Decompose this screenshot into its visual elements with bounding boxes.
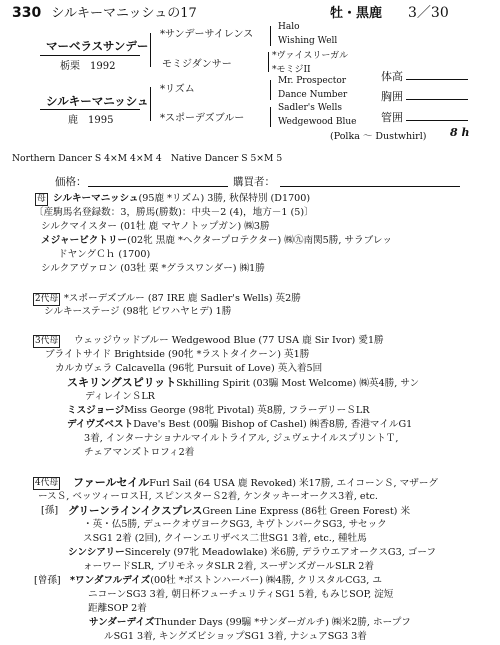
buyer-field[interactable] bbox=[280, 186, 460, 187]
gen3-line-5: ディレインＳLR bbox=[85, 391, 155, 402]
dam-foal-2-name: メジャービクトリー bbox=[41, 235, 128, 246]
gen4-line-1-text: Furl Sail (64 USA 鹿 Revoked) 米17勝, エイコーンＳ, マザーグ bbox=[149, 478, 439, 489]
gen4-line-11 bbox=[89, 617, 411, 629]
sire-sire: *サンデーサイレンス bbox=[160, 29, 254, 40]
ped-sadlers-wells: Sadler's Wells bbox=[278, 103, 342, 113]
gen4-line-10: 距離SOP 2着 bbox=[88, 603, 147, 614]
greatgrandchild-label: [曾孫] bbox=[34, 575, 61, 586]
dam-progeny-summary: 〔産駒馬名登録数：3，勝馬(勝数)：中央－2 (4)，地方－1 (5)〕 bbox=[34, 207, 314, 218]
ped-mr-prospector: Mr. Prospector bbox=[278, 76, 347, 86]
gen4-line-6-name: シンシアリー bbox=[68, 547, 125, 558]
dam-record-text: (95鹿 *リズム) 3勝, 秋保特別 (D1700) bbox=[138, 193, 311, 204]
gen4-line-8-name: *ワンダフルデイズ bbox=[70, 575, 151, 586]
dam-info: 鹿 1995 bbox=[68, 115, 114, 126]
gen4-line-12: ルSG1 3着, キングズビショップSG1 3着, ナシュアSG3 3着 bbox=[104, 631, 367, 642]
gen3-line-6 bbox=[67, 405, 369, 417]
gen3-label: 3代母 bbox=[35, 336, 59, 346]
gen4-line-1 bbox=[73, 477, 438, 490]
height-label: 体高 bbox=[381, 70, 403, 83]
gen3-line-9: チェアマンズトロフィ2着 bbox=[84, 447, 195, 458]
family-number: 8 h bbox=[450, 126, 470, 139]
gen4-line-6 bbox=[68, 547, 436, 559]
price-field[interactable] bbox=[88, 186, 228, 187]
sex-color: 牡・黒鹿 bbox=[330, 6, 383, 21]
gen3-line-6-text: Miss George (98牝 Pivotal) 英8勝, フラーデリーＳLR bbox=[124, 405, 370, 416]
gen3-line-4-name: スキリングスピリット bbox=[67, 376, 177, 389]
gen4-line-11-text: Thunder Days (99騸 *サンダーガルチ) ㈱米2勝, ホープフ bbox=[154, 617, 411, 628]
gen4-line-9: ニコーンSG3 3着, 朝日杯フューチュリティSG1 5着, もみじSOP, 淀短 bbox=[88, 589, 394, 600]
dam-foal-1: シルクマイスター (01牡 鹿 マヤノトップガン) ㈱3勝 bbox=[41, 221, 270, 232]
dam-label: 母 bbox=[37, 194, 46, 204]
gen2-label: 2代母 bbox=[35, 294, 59, 304]
dam-line-1 bbox=[53, 193, 310, 205]
gen4-line-11-name: サンダーデイズ bbox=[89, 617, 155, 628]
dam-name: シルキーマニッシュ bbox=[46, 94, 149, 108]
gen3-line-6-name: ミスジョージ bbox=[67, 405, 125, 416]
gen4-line-7: ォーワードSLR, ブリモネッタSLR 2着, スーザンズガールSLR 2着 bbox=[83, 561, 374, 572]
gen4-line-3 bbox=[68, 505, 410, 518]
gen3-line-7-name: デイヴズベスト bbox=[67, 419, 134, 430]
dam-sire: *リズム bbox=[160, 84, 195, 95]
gen3-line-8: 3着, インターナショナルマイルトライアル, ジュヴェナイルスプリントＴ, bbox=[84, 433, 399, 444]
ped-wishing-well: Wishing Well bbox=[278, 36, 338, 46]
grandchild-label: [孫] bbox=[41, 505, 59, 516]
sire-dam: モミジダンサー bbox=[162, 59, 232, 70]
gen3-line-3: カルカヴェラ Calcavella (96牝 Pursuit of Love) 英入着5回 bbox=[55, 363, 323, 374]
buyer-label: 購買者： bbox=[233, 176, 275, 188]
gen4-label: 4代母 bbox=[35, 478, 59, 488]
sire-name: マーベラスサンデー bbox=[46, 39, 149, 53]
dam-foal-3: シルクアヴァロン (03牡 栗 *グラスワンダー) ㈱1勝 bbox=[41, 263, 265, 274]
gen3-line-2: ブライトサイド Brightside (90牝 *ラストタイクーン) 英1勝 bbox=[45, 349, 310, 360]
gen3-line-7-text: Dave's Best (00騸 Bishop of Cashel) ㈱香8勝, 香港マイルG1 bbox=[133, 419, 413, 430]
gen4-line-2: ースＳ, ベッツィーロスＨ, スピンスターＳ2着, ケンタッキーオークス3着, etc. bbox=[38, 491, 378, 502]
sire-info: 栃栗 1992 bbox=[60, 61, 116, 72]
chest-label: 胸囲 bbox=[381, 90, 403, 103]
gen4-line-3-name: グリーンラインイクスプレス bbox=[68, 505, 203, 517]
birth-date: 3／30 bbox=[408, 5, 449, 21]
inbreeding: Northern Dancer S 4×M 4×M 4 Native Dancer S 5×M 5 bbox=[12, 153, 283, 164]
gen4-line-5: スSG1 2着 (2回), クイーンエリザベス二世SG1 3着, etc., 種牡馬 bbox=[83, 533, 367, 544]
gen3-line-1: ウェッジウッドブルー Wedgewood Blue (77 USA 鹿 Sir Ivor) 愛1勝 bbox=[74, 335, 384, 346]
dam-record-name: シルキーマニッシュ bbox=[53, 193, 139, 204]
ped-dance-number: Dance Number bbox=[278, 90, 348, 100]
price-label: 価格： bbox=[55, 176, 87, 188]
dam-dam: *スポーデズブルー bbox=[160, 113, 245, 124]
ped-wedgewood-blue: Wedgewood Blue bbox=[278, 117, 357, 127]
dam-foal-2 bbox=[41, 235, 392, 247]
cannon-label: 管囲 bbox=[381, 111, 403, 124]
gen4-line-1-name: ファールセイル bbox=[73, 476, 150, 489]
ped-momiji: *モミジII bbox=[272, 65, 311, 75]
gen3-line-4-text: Skhilling Spirit (03騸 Most Welcome) ㈱英4勝, サン bbox=[176, 378, 420, 389]
lot-number: 330 bbox=[12, 5, 42, 21]
gen3-line-7 bbox=[67, 419, 412, 431]
header bbox=[12, 2, 197, 21]
gen3-line-4 bbox=[67, 377, 419, 390]
gen4-line-4: ・英・仏5勝, デュークオヴヨークSG3, キヴトンパークSG3, サセック bbox=[83, 519, 387, 530]
family-line: (Polka ～ Dustwhirl) bbox=[330, 131, 427, 142]
dam-foal-2-text: (02牝 黒鹿 *ヘクタープロテクター) ㈱㊈南関5勝, サラブレッ bbox=[127, 235, 392, 246]
ped-halo: Halo bbox=[278, 22, 300, 32]
gen2-line-2: シルキーステージ (98牝 ビワハヤヒデ) 1勝 bbox=[44, 306, 232, 317]
gen4-line-8-text: (00牡 *ボストンハーバー) ㈱4勝, クリスタルCG3, ユ bbox=[150, 575, 382, 586]
horse-name: シルキーマニッシュの17 bbox=[51, 6, 197, 21]
gen2-line-1: *スポーデズブルー (87 IRE 鹿 Sadler's Wells) 英2勝 bbox=[64, 293, 301, 304]
gen4-line-3-text: Green Line Express (86牡 Green Forest) 米 bbox=[202, 506, 411, 517]
gen4-line-8 bbox=[70, 575, 382, 587]
gen4-line-6-text: Sincerely (97牝 Meadowlake) 米6勝, デラウエアオークスG3, ゴーフ bbox=[124, 547, 437, 558]
ped-viceregal: *ヴァイスリーガル bbox=[272, 51, 349, 61]
dam-foal-2-cont: ドヤングＣｈ (1700) bbox=[58, 249, 151, 260]
